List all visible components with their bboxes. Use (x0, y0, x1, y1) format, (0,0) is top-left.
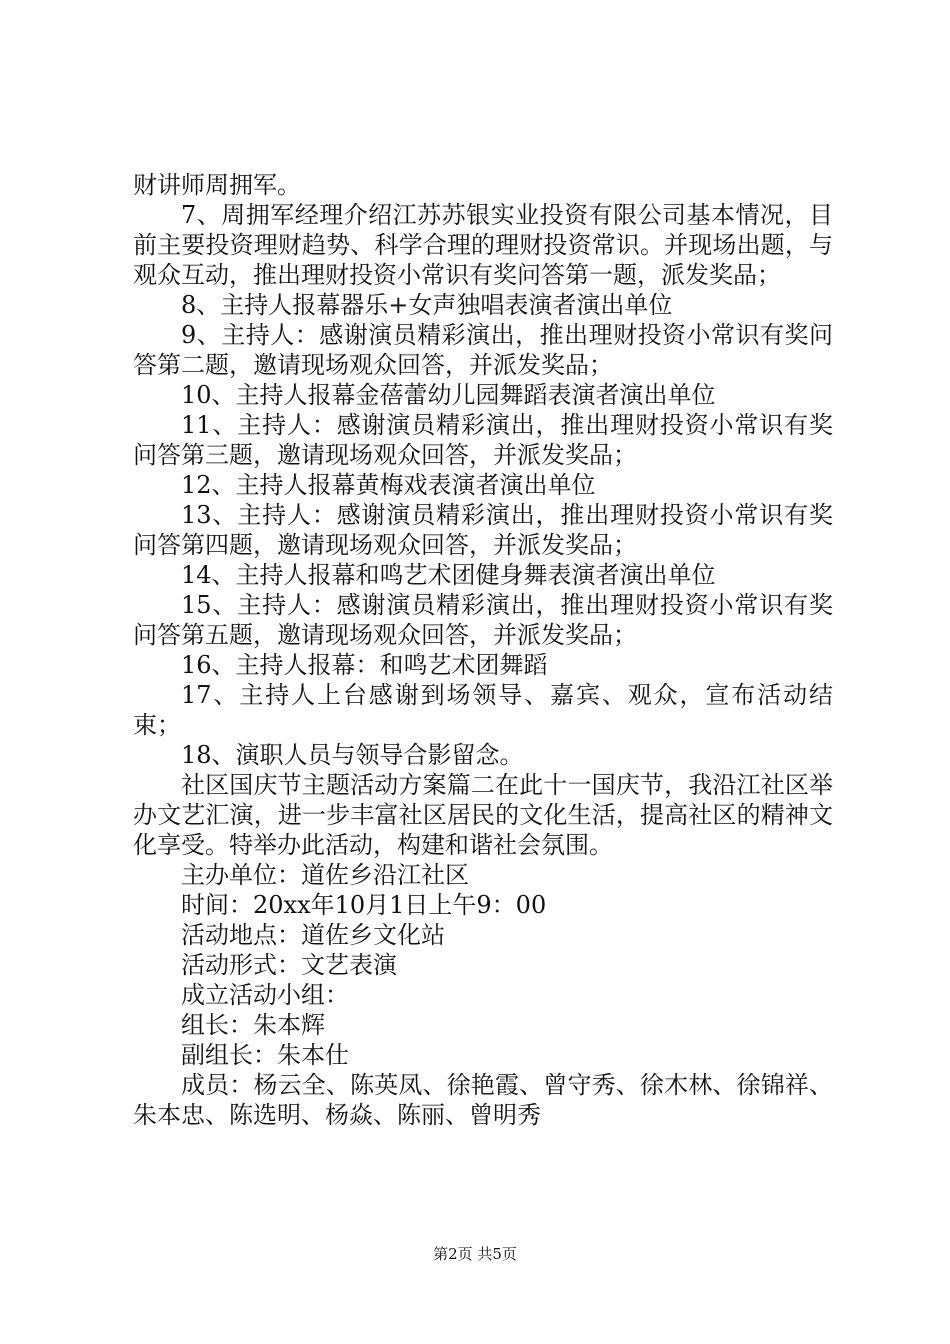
paragraph-6: 12、主持人报幕黄梅戏表演者演出单位 (181, 471, 596, 499)
paragraph-7: 13、主持人：感谢演员精彩演出，推出理财投资小常识有奖问答第四题，邀请现场观众回答，并派发奖品； (133, 501, 833, 559)
paragraph-4: 10、主持人报幕金蓓蕾幼儿园舞蹈表演者演出单位 (181, 381, 716, 409)
paragraph-18: 成立活动小组： (181, 981, 349, 1009)
paragraph-2: 8、主持人报幕器乐+女声独唱表演者演出单位 (181, 291, 673, 319)
paragraph-20: 副组长：朱本仕 (181, 1041, 349, 1069)
paragraph-11: 17、主持人上台感谢到场领导、嘉宾、观众，宣布活动结束； (133, 681, 833, 739)
paragraph-8: 14、主持人报幕和鸣艺术团健身舞表演者演出单位 (181, 561, 716, 589)
paragraph-15: 时间：20xx年10月1日上午9：00 (181, 891, 547, 919)
paragraph-17: 活动形式：文艺表演 (181, 951, 397, 979)
paragraph-5: 11、主持人：感谢演员精彩演出，推出理财投资小常识有奖问答第三题，邀请现场观众回答，并派发奖品； (133, 411, 833, 469)
paragraph-13: 社区国庆节主题活动方案篇二在此十一国庆节，我沿江社区举办文艺汇演，进一步丰富社区居民的文化生活，提高社区的精神文化享受。特举办此活动，构建和谐社会氛围。 (133, 771, 833, 859)
paragraph-1: 7、周拥军经理介绍江苏苏银实业投资有限公司基本情况，目前主要投资理财趋势、科学合理的理财投资常识。并现场出题，与观众互动，推出理财投资小常识有奖问答第一题，派发奖品； (133, 201, 833, 289)
paragraph-21: 成员：杨云全、陈英凤、徐艳霞、曾守秀、徐木林、徐锦祥、朱本忠、陈选明、杨焱、陈丽、曾明秀 (133, 1071, 833, 1129)
document-body (133, 170, 833, 1130)
paragraph-14: 主办单位：道佐乡沿江社区 (181, 861, 469, 889)
paragraph-12: 18、演职人员与领导合影留念。 (181, 741, 524, 769)
paragraph-3: 9、主持人：感谢演员精彩演出，推出理财投资小常识有奖问答第二题，邀请现场观众回答，并派发奖品； (133, 321, 833, 379)
paragraph-9: 15、主持人：感谢演员精彩演出，推出理财投资小常识有奖问答第五题，邀请现场观众回答，并派发奖品； (133, 591, 833, 649)
paragraph-16: 活动地点：道佐乡文化站 (181, 921, 445, 949)
page-number-footer: 第2页 共5页 (433, 1245, 517, 1263)
paragraph-10: 16、主持人报幕：和鸣艺术团舞蹈 (181, 651, 548, 679)
paragraph-0: 财讲师周拥军。 (133, 171, 301, 199)
paragraph-19: 组长：朱本辉 (181, 1011, 325, 1039)
